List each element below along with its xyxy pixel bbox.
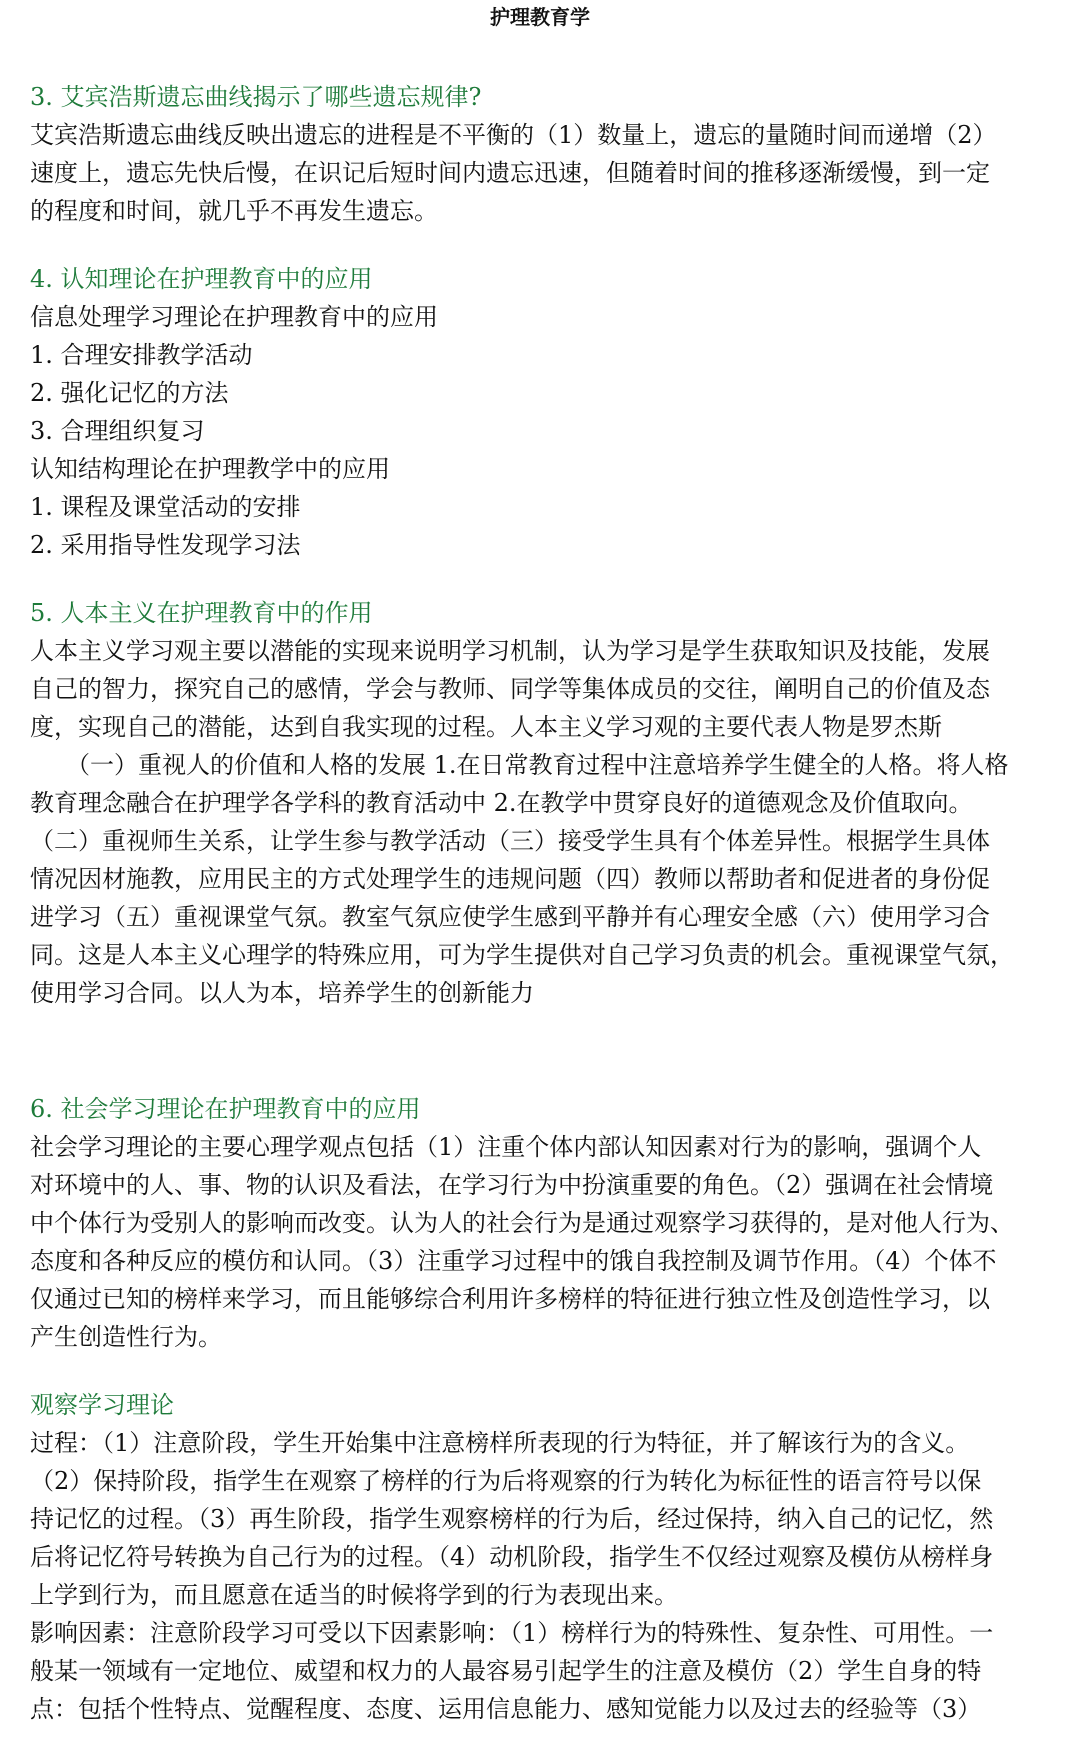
paragraph-line: （2）保持阶段，指学生在观察了榜样的行为后将观察的行为转化为标征性的语言符号以保 xyxy=(30,1467,982,1495)
list-item: 2. 强化记忆的方法 xyxy=(30,379,229,407)
paragraph-line: （一）重视人的价值和人格的发展 1.在日常教育过程中注意培养学生健全的人格。将人格 xyxy=(66,751,1009,779)
paragraph-line: 社会学习理论的主要心理学观点包括（1）注重个体内部认知因素对行为的影响，强调个人 xyxy=(30,1133,982,1161)
list-item: 2. 采用指导性发现学习法 xyxy=(30,531,301,559)
paragraph-line: 认知结构理论在护理教学中的应用 xyxy=(30,455,390,483)
paragraph-line: 点：包括个性特点、觉醒程度、态度、运用信息能力、感知觉能力以及过去的经验等（3） xyxy=(30,1695,982,1723)
list-item: 1. 合理安排教学活动 xyxy=(30,341,253,369)
section-humanism xyxy=(30,594,1050,1012)
list-item: 1. 课程及课堂活动的安排 xyxy=(30,493,301,521)
paragraph-line: 产生创造性行为。 xyxy=(30,1323,222,1351)
section-social-learning xyxy=(30,1090,1050,1356)
section-heading: 5. 人本主义在护理教育中的作用 xyxy=(30,599,373,627)
paragraph-line: 上学到行为，而且愿意在适当的时候将学到的行为表现出来。 xyxy=(30,1581,678,1609)
paragraph-line: 情况因材施教，应用民主的方式处理学生的违规问题（四）教师以帮助者和促进者的身份促 xyxy=(30,865,990,893)
page-header-title: 护理教育学 xyxy=(490,5,590,29)
paragraph-line: 态度和各种反应的模仿和认同。（3）注重学习过程中的饿自我控制及调节作用。（4）个体不 xyxy=(30,1247,997,1275)
section-heading: 观察学习理论 xyxy=(30,1391,174,1419)
paragraph-line: 自己的智力，探究自己的感情，学会与教师、同学等集体成员的交往，阐明自己的价值及态 xyxy=(30,675,990,703)
list-item: 3. 合理组织复习 xyxy=(30,417,205,445)
paragraph-line: 后将记忆符号转换为自己行为的过程。（4）动机阶段，指学生不仅经过观察及模仿从榜样身 xyxy=(30,1543,994,1571)
paragraph-line: 人本主义学习观主要以潜能的实现来说明学习机制，认为学习是学生获取知识及技能，发展 xyxy=(30,637,990,665)
section-observational-learning xyxy=(30,1386,1050,1728)
paragraph-line: （二）重视师生关系，让学生参与教学活动（三）接受学生具有个体差异性。根据学生具体 xyxy=(30,827,990,855)
section-heading: 3. 艾宾浩斯遗忘曲线揭示了哪些遗忘规律? xyxy=(30,83,482,111)
section-heading: 4. 认知理论在护理教育中的应用 xyxy=(30,265,373,293)
paragraph-line: 同。这是人本主义心理学的特殊应用，可为学生提供对自己学习负责的机会。重视课堂气氛， xyxy=(30,941,1014,969)
paragraph-line: 度，实现自己的潜能，达到自我实现的过程。人本主义学习观的主要代表人物是罗杰斯 xyxy=(30,713,942,741)
section-forgetting-curve xyxy=(30,78,1050,230)
paragraph-line: 艾宾浩斯遗忘曲线反映出遗忘的进程是不平衡的（1）数量上，遗忘的量随时间而递增（2） xyxy=(30,121,997,149)
section-heading: 6. 社会学习理论在护理教育中的应用 xyxy=(30,1095,421,1123)
paragraph-line: 信息处理学习理论在护理教育中的应用 xyxy=(30,303,438,331)
paragraph-line: 持记忆的过程。（3）再生阶段，指学生观察榜样的行为后，经过保持，纳入自己的记忆，然 xyxy=(30,1505,994,1533)
paragraph-line: 速度上，遗忘先快后慢，在识记后短时间内遗忘迅速，但随着时间的推移逐渐缓慢，到一定 xyxy=(30,159,990,187)
paragraph-line: 对环境中的人、事、物的认识及看法，在学习行为中扮演重要的角色。（2）强调在社会情境 xyxy=(30,1171,994,1199)
paragraph-line: 影响因素：注意阶段学习可受以下因素影响：（1）榜样行为的特殊性、复杂性、可用性。一 xyxy=(30,1619,994,1647)
paragraph-line: 进学习（五）重视课堂气氛。教室气氛应使学生感到平静并有心理安全感（六）使用学习合 xyxy=(30,903,990,931)
paragraph-line: 中个体行为受别人的影响而改变。认为人的社会行为是通过观察学习获得的，是对他人行为、 xyxy=(30,1209,1014,1237)
paragraph-line: 使用学习合同。以人为本，培养学生的创新能力 xyxy=(30,979,534,1007)
paragraph-line: 教育理念融合在护理学各学科的教育活动中 2.在教学中贯穿良好的道德观念及价值取向。 xyxy=(30,789,973,817)
paragraph-line: 过程：（1）注意阶段，学生开始集中注意榜样所表现的行为特征，并了解该行为的含义。 xyxy=(30,1429,970,1457)
paragraph-line: 仅通过已知的榜样来学习，而且能够综合利用许多榜样的特征进行独立性及创造性学习，以 xyxy=(30,1285,990,1313)
paragraph-line: 般某一领域有一定地位、威望和权力的人最容易引起学生的注意及模仿（2）学生自身的特 xyxy=(30,1657,982,1685)
paragraph-line: 的程度和时间，就几乎不再发生遗忘。 xyxy=(30,197,438,225)
section-cognitive-theory xyxy=(30,260,1050,564)
